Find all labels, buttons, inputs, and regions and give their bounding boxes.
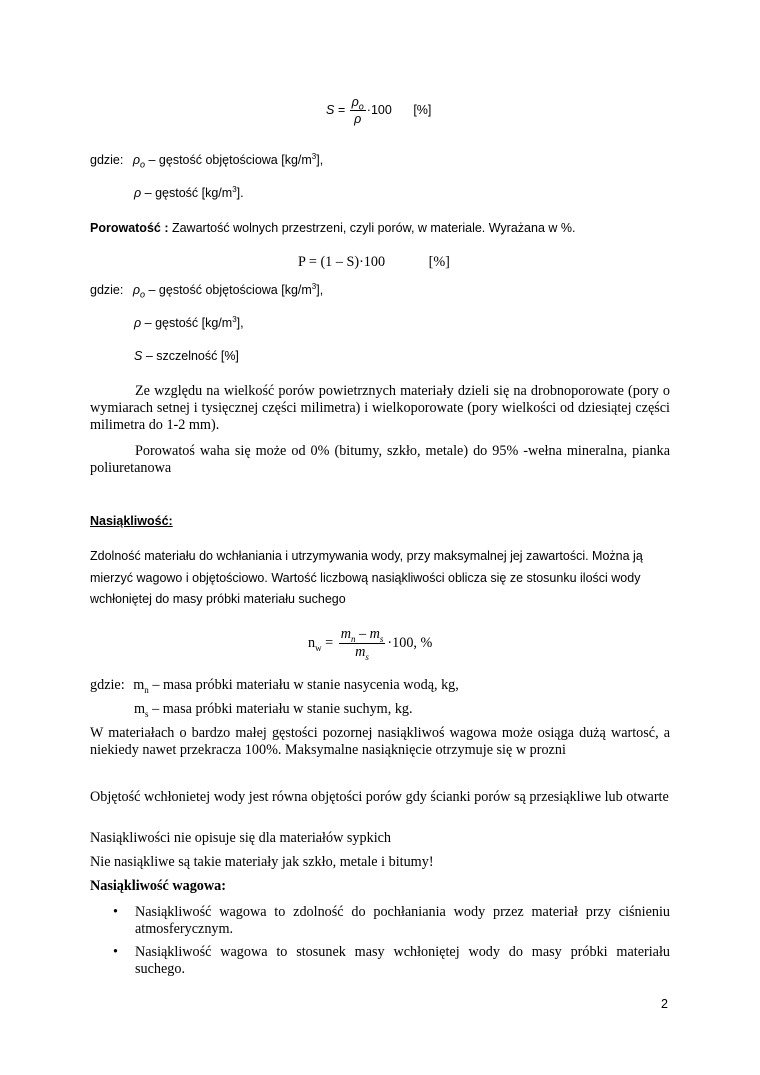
paragraph-porosity-range — [90, 443, 670, 477]
defs-p-rho — [134, 316, 244, 330]
paragraph-pore-size-text: Ze względu na wielkość porów powietrznych materiały dzieli się na drobnoporowate (pory o wymiarach setnej i tysięcznej części milimetra) i wielkoporowate (pory wielkości od dziesiątej części milimetra do 1-2 mm). — [90, 383, 670, 433]
porowatosc-definition — [90, 221, 575, 235]
exponent: 3 — [232, 184, 237, 194]
formula-p-unit: [%] — [428, 254, 450, 270]
rho-description: – gęstość [kg/m — [141, 316, 233, 330]
formula-nasiakliwosc — [308, 626, 432, 661]
ms-symbol: $m_s$ — [134, 701, 149, 719]
close-bracket: ], — [316, 153, 324, 167]
formula-s-fraction — [350, 94, 366, 127]
close-bracket: ]. — [236, 186, 244, 200]
paragraph-porosity-range-text: Porowatoś waha się może od 0% (bitumy, szkło, metale) do 95% -wełna mineralna, pianka poliuretanowa — [90, 443, 670, 476]
ms-description: – masa próbki materiału w stanie suchym, kg. — [148, 701, 413, 717]
rho0-description: – gęstość objętościowa [kg/m — [145, 153, 312, 167]
formula-s-lhs: S = — [326, 102, 346, 117]
formula-s-numerator: $\rho_o$ — [351, 95, 364, 112]
rho0-symbol: $\rho_o$ — [132, 283, 146, 300]
formula-szczelnosc — [326, 94, 431, 127]
list-item — [105, 944, 670, 978]
def-ms — [134, 701, 413, 718]
paragraph-low-density-text: W materiałach o bardzo małej gęstości pozornej nasiąkliwoś wagowa może osiąga dużą wartosć, a niekiedy nawet przekracza 100%. Maksymalne nasiąknięcie otrzymuje się w prozni — [90, 725, 670, 758]
formula-nw-lhs: $n_w$ = — [308, 634, 334, 653]
s-symbol: S — [134, 349, 143, 363]
formula-s-unit: [%] — [413, 102, 432, 117]
formula-porowatosc — [298, 254, 450, 271]
rho-symbol: ρ — [134, 186, 142, 200]
paragraph-loose-materials: Nasiąkliwości nie opisuje się dla materiałów sypkich — [90, 830, 392, 846]
mn-symbol: $m_n$ — [133, 677, 149, 695]
formula-s-rest: ·100 — [366, 102, 392, 117]
porowatosc-text: Zawartość wolnych przestrzeni, czyli porów, w materiale. Wyrażana w %. — [168, 221, 576, 235]
gdzie-label: gdzie: — [90, 153, 124, 167]
rho0-description: – gęstość objętościowa [kg/m — [145, 283, 312, 297]
exponent: 3 — [311, 151, 317, 161]
nasiakliwosc-heading: Nasiąkliwość: — [90, 514, 173, 528]
paragraph-absorbed-volume — [90, 789, 670, 806]
exponent: 3 — [232, 314, 237, 324]
nasiakliwosc-intro-text: Zdolność materiału do wchłaniania i utrzymywania wody, przy maksymalnej jej zawartości. Można ją mierzyć wagowo i objętościowo. Wartość liczbową nasiąkliwości oblicza się ze stosunku ilości wody wchłoniętej do masy próbki materiału suchego — [90, 549, 643, 606]
formula-nw-fraction — [339, 626, 386, 661]
defs-p-s — [134, 349, 239, 363]
bullet-icon: • — [113, 944, 118, 960]
formula-nw-numerator: $m_n - m_s$ — [340, 626, 384, 644]
formula-p-body: P = (1 – S)·100 — [298, 254, 386, 270]
bullet-icon: • — [113, 904, 118, 920]
list-item — [105, 904, 670, 938]
exponent: 3 — [311, 281, 317, 291]
s-description: – szczelność [%] — [142, 349, 239, 363]
gdzie-label: gdzie: — [90, 677, 125, 693]
rho0-symbol: $\rho_o$ — [132, 153, 146, 170]
wagowa-list — [105, 904, 670, 978]
formula-nw-rest: ·100, % — [387, 634, 433, 651]
paragraph-non-absorbent: Nie nasiąkliwe są takie materiały jak szkło, metale i bitumy! — [90, 854, 434, 870]
rho-symbol: ρ — [134, 316, 142, 330]
paragraph-pore-size — [90, 383, 670, 434]
close-bracket: ], — [236, 316, 244, 330]
paragraph-low-density — [90, 725, 670, 759]
close-bracket: ], — [316, 283, 324, 297]
wagowa-list-container — [105, 904, 670, 984]
list-item-text: Nasiąkliwość wagowa to zdolność do pochłaniania wody przez materiał przy ciśnieniu atmosferycznym. — [135, 904, 670, 937]
defs-s-rho0 — [90, 151, 324, 170]
gdzie-label: gdzie: — [90, 283, 124, 297]
rho-description: – gęstość [kg/m — [141, 186, 233, 200]
formula-nw-denominator: $m_s$ — [355, 644, 369, 662]
formula-s-denominator: ρ — [354, 112, 362, 126]
paragraph-absorbed-volume-text: Objętość wchłonietej wody jest równa objętości porów gdy ścianki porów są przesiąkliwe lub otwarte — [90, 789, 669, 805]
def-mn — [90, 677, 459, 694]
defs-s-rho — [134, 186, 244, 200]
wagowa-heading: Nasiąkliwość wagowa: — [90, 878, 226, 894]
nasiakliwosc-intro — [90, 546, 675, 611]
mn-description: – masa próbki materiału w stanie nasycenia wodą, kg, — [148, 677, 459, 693]
page-number: 2 — [661, 997, 668, 1011]
defs-p-rho0 — [90, 281, 324, 300]
list-item-text: Nasiąkliwość wagowa to stosunek masy wchłoniętej wody do masy próbki materiału suchego. — [135, 944, 670, 977]
porowatosc-term: Porowatość : — [90, 221, 169, 235]
